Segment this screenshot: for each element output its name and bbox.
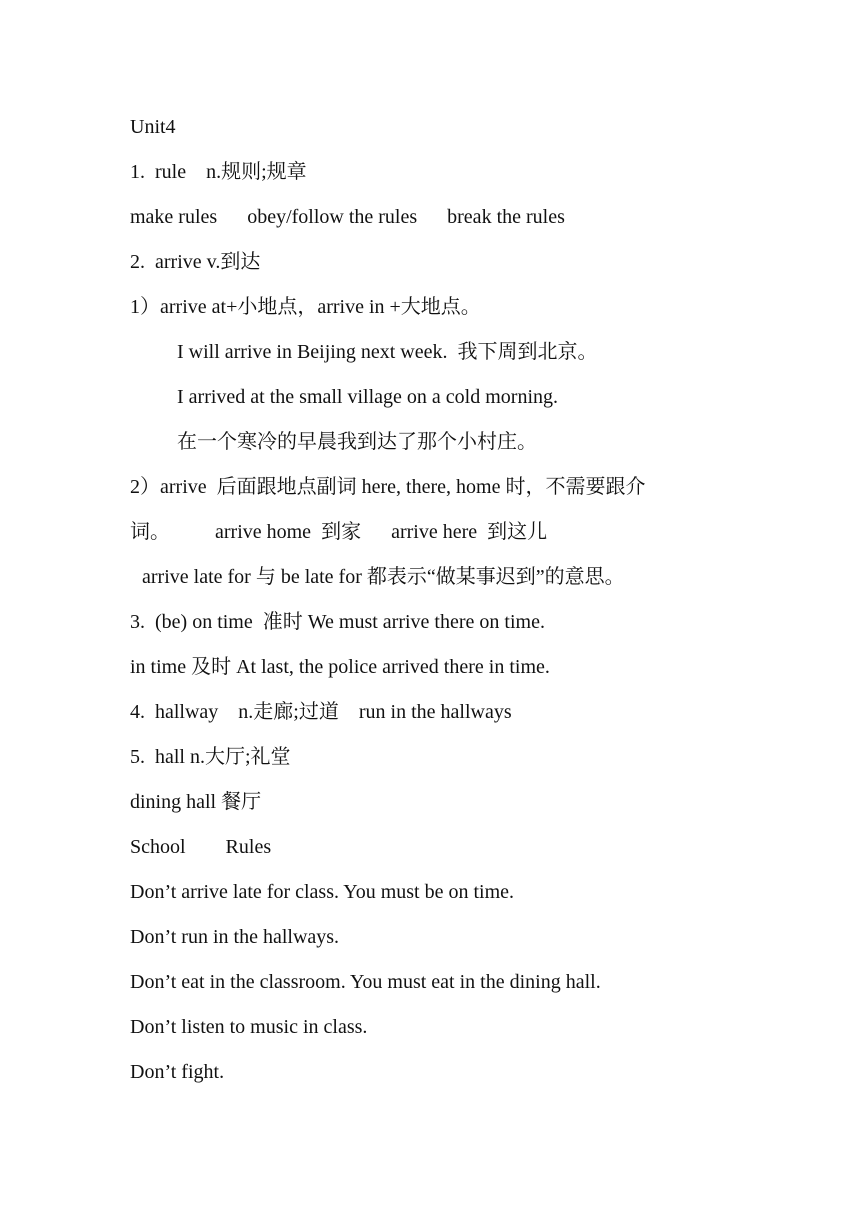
rule-phrases: make rules obey/follow the rules break the rules xyxy=(130,206,565,228)
unit-title: Unit4 xyxy=(130,116,176,138)
school-rule-item: Don’t run in the hallways. xyxy=(130,926,340,948)
example-translation: 在一个寒冷的早晨我到达了那个小村庄。 xyxy=(177,431,537,453)
arrive-late-note: arrive late for 与 be late for 都表示“做某事迟到”的意思。 xyxy=(142,566,625,588)
vocab-in-time: in time 及时 At last, the police arrived there in time. xyxy=(130,656,550,678)
example-sentence: I arrived at the small village on a cold morning. xyxy=(177,386,558,408)
school-rule-item: Don’t fight. xyxy=(130,1061,225,1083)
vocab-hallway: 4. hallway n.走廊;过道 run in the hallways xyxy=(130,701,512,723)
document-body xyxy=(130,105,750,1095)
vocab-dining-hall: dining hall 餐厅 xyxy=(130,791,262,813)
vocab-rule: 1. rule n.规则;规章 xyxy=(130,161,307,183)
arrive-usage-2: 2）arrive 后面跟地点副词 here, there, home 时，不需要跟介 xyxy=(130,476,646,498)
school-rule-item: Don’t arrive late for class. You must be on time. xyxy=(130,881,515,903)
school-rule-item: Don’t eat in the classroom. You must eat in the dining hall. xyxy=(130,971,601,993)
arrive-usage-2-continued: 词。 arrive home 到家 arrive here 到这儿 xyxy=(130,521,548,543)
vocab-arrive: 2. arrive v.到达 xyxy=(130,251,261,273)
school-rules-heading: School Rules xyxy=(130,836,272,858)
vocab-on-time: 3. (be) on time 准时 We must arrive there on time. xyxy=(130,611,545,633)
vocab-hall: 5. hall n.大厅;礼堂 xyxy=(130,746,291,768)
school-rule-item: Don’t listen to music in class. xyxy=(130,1016,368,1038)
example-sentence: I will arrive in Beijing next week. 我下周到北京。 xyxy=(177,341,598,363)
arrive-usage-1: 1）arrive at+小地点，arrive in +大地点。 xyxy=(130,296,481,318)
